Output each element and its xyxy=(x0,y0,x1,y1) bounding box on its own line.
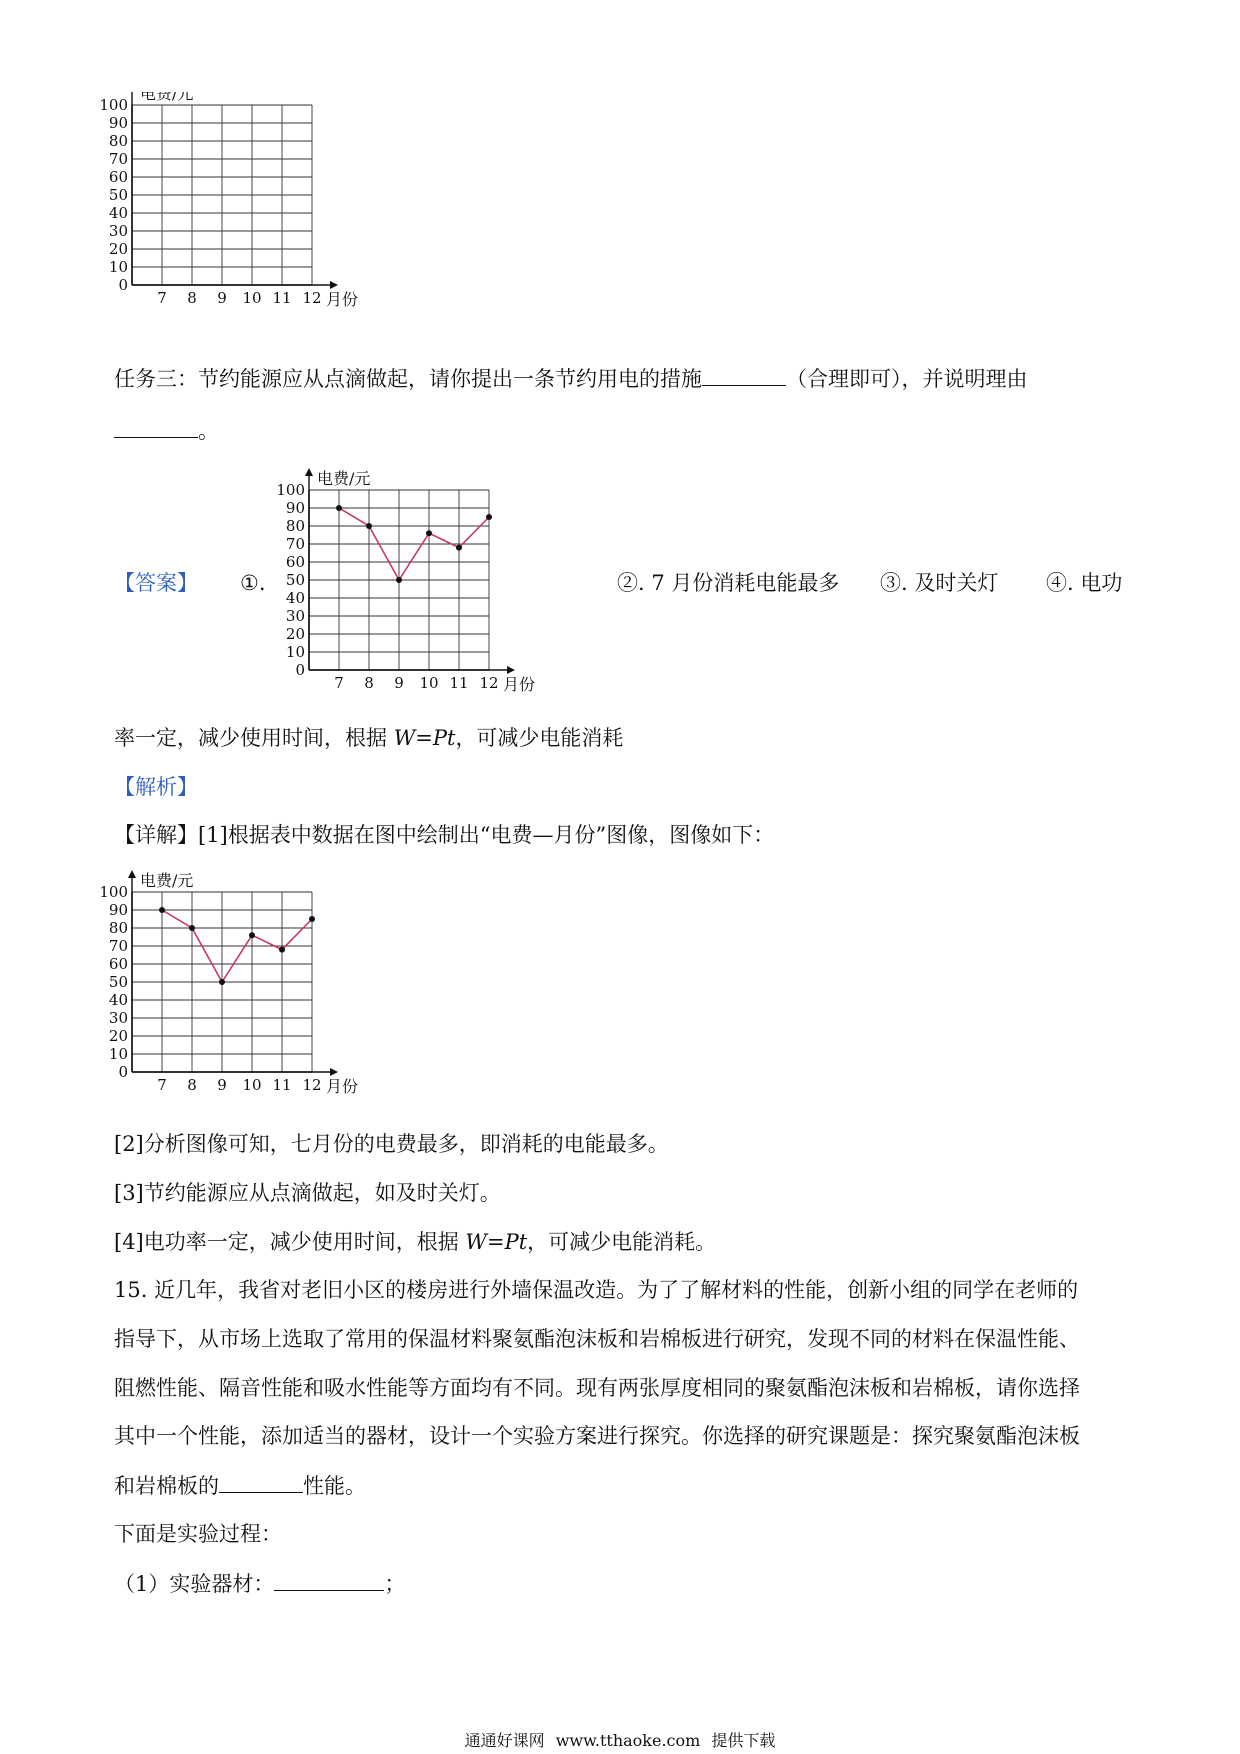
data-point xyxy=(279,947,285,953)
answer-label: 【答案】 xyxy=(114,571,198,595)
q15-line1: 15. 近几年，我省对老旧小区的楼房进行外墙保温改造。为了了解材料的性能，创新小组的同学在老师的 xyxy=(114,1278,1079,1302)
q15-line7-pre: （1）实验器材： xyxy=(114,1572,275,1596)
y-tick-label: 60 xyxy=(108,168,128,186)
x-tick-label: 9 xyxy=(394,674,404,692)
x-tick-label: 7 xyxy=(157,289,167,307)
analysis-p4 xyxy=(114,1227,716,1257)
y-tick-label: 40 xyxy=(108,991,128,1009)
task3-blank-measure xyxy=(702,363,786,386)
answer-item3: ③. 及时关灯 xyxy=(880,571,999,595)
x-tick-label: 11 xyxy=(272,1076,292,1094)
y-tick-label: 70 xyxy=(108,150,128,168)
y-tick-label: 40 xyxy=(285,589,305,607)
y-tick-label: 50 xyxy=(285,571,305,589)
y-tick-label: 90 xyxy=(108,114,128,132)
data-point xyxy=(249,932,255,938)
analysis-p2: [2]分析图像可知，七月份的电费最多，即消耗的电能最多。 xyxy=(114,1132,669,1156)
y-axis-arrow xyxy=(305,468,313,476)
q15-line3: 阻燃性能、隔音性能和吸水性能等方面均有不同。现有两张厚度相同的聚氨酯泡沫板和岩棉板，请你选择 xyxy=(114,1376,1080,1400)
q15-line4: 其中一个性能，添加适当的器材，设计一个实验方案进行探究。你选择的研究课题是：探究聚氨酯泡沫板 xyxy=(114,1424,1080,1448)
task3-line2 xyxy=(114,415,219,446)
y-tick-label: 80 xyxy=(108,132,128,150)
y-tick-label: 60 xyxy=(108,955,128,973)
y-tick-label: 20 xyxy=(285,625,305,643)
data-point xyxy=(189,925,195,931)
x-tick-label: 8 xyxy=(187,1076,197,1094)
x-tick-label: 10 xyxy=(242,289,262,307)
x-tick-label: 9 xyxy=(217,1076,227,1094)
detail-label: 【详解】 xyxy=(114,823,198,847)
q15-line7-post: ； xyxy=(384,1572,406,1596)
answer-item1: ①. xyxy=(240,571,266,595)
q15-line5-post: 性能。 xyxy=(303,1474,366,1498)
footer-url: www.tthaoke.com xyxy=(555,1731,701,1750)
footer-site: 通通好课网 xyxy=(464,1731,545,1750)
x-tick-label: 12 xyxy=(302,289,322,307)
y-axis-label: 电费/元 xyxy=(140,92,194,103)
analysis-label: 【解析】 xyxy=(114,775,198,799)
detail-text: [1]根据表中数据在图中绘制出“电费—月份”图像，图像如下： xyxy=(198,823,775,847)
q15-blank-property xyxy=(219,1470,303,1493)
y-tick-label: 30 xyxy=(285,607,305,625)
y-tick-label: 80 xyxy=(108,919,128,937)
y-tick-label: 100 xyxy=(99,883,128,901)
x-tick-label: 12 xyxy=(479,674,499,692)
y-tick-label: 100 xyxy=(99,96,128,114)
analysis-p4-post: ，可减少电能消耗。 xyxy=(527,1230,717,1254)
detail-chart xyxy=(98,862,358,1102)
answer-item4: ④. 电功 xyxy=(1046,571,1123,595)
data-point xyxy=(219,979,225,985)
analysis-p4-pre: [4]电功率一定，减少使用时间，根据 xyxy=(114,1230,466,1254)
q15-line2: 指导下，从市场上选取了常用的保温材料聚氨酯泡沫板和岩棉板进行研究，发现不同的材料在保温性能、 xyxy=(114,1327,1080,1351)
x-tick-label: 11 xyxy=(272,289,292,307)
y-tick-label: 10 xyxy=(285,643,305,661)
y-tick-label: 50 xyxy=(108,973,128,991)
analysis-p4-formula: W=Pt xyxy=(465,1230,528,1254)
y-tick-label: 30 xyxy=(108,222,128,240)
answer-chart xyxy=(266,455,556,705)
x-tick-label: 12 xyxy=(302,1076,322,1094)
answer-chart-svg xyxy=(266,455,556,705)
y-tick-label: 10 xyxy=(108,258,128,276)
detail-chart-svg xyxy=(98,862,358,1102)
q15-line5-pre: 和岩棉板的 xyxy=(114,1474,219,1498)
answer-formula: W=Pt xyxy=(393,726,456,750)
y-tick-label: 60 xyxy=(285,553,305,571)
data-point xyxy=(309,916,315,922)
y-tick-label: 50 xyxy=(108,186,128,204)
analysis-p3: [3]节约能源应从点滴做起，如及时关灯。 xyxy=(114,1181,501,1205)
answer-continuation xyxy=(114,723,623,753)
x-tick-label: 9 xyxy=(217,289,227,307)
x-tick-label: 8 xyxy=(364,674,374,692)
answer-item2: ②. 7 月份消耗电能最多 xyxy=(617,571,840,595)
task3-middle: （合理即可），并说明理由 xyxy=(786,367,1028,391)
answer-cont-pre: 率一定，减少使用时间，根据 xyxy=(114,726,394,750)
y-tick-label: 20 xyxy=(108,240,128,258)
y-tick-label: 80 xyxy=(285,517,305,535)
x-axis-arrow xyxy=(330,281,338,289)
y-tick-label: 70 xyxy=(285,535,305,553)
data-point xyxy=(366,523,372,529)
y-axis-label: 电费/元 xyxy=(140,871,194,890)
y-tick-label: 40 xyxy=(108,204,128,222)
task3-blank-reason xyxy=(114,415,198,438)
task3-line1 xyxy=(114,363,1028,394)
q15-line6: 下面是实验过程： xyxy=(114,1522,282,1546)
y-tick-label: 0 xyxy=(295,661,305,679)
data-point xyxy=(456,545,462,551)
y-tick-label: 0 xyxy=(118,276,128,294)
x-tick-label: 10 xyxy=(242,1076,262,1094)
x-tick-label: 11 xyxy=(449,674,469,692)
blank-chart-svg xyxy=(98,92,358,324)
task3-prefix: 任务三：节约能源应从点滴做起，请你提出一条节约用电的措施 xyxy=(114,367,702,391)
footer-suffix: 提供下载 xyxy=(711,1731,776,1750)
answer-cont-post: ，可减少电能消耗 xyxy=(455,726,624,750)
data-point xyxy=(396,577,402,583)
y-tick-label: 30 xyxy=(108,1009,128,1027)
task3-end: 。 xyxy=(198,419,219,443)
x-tick-label: 10 xyxy=(419,674,439,692)
detail-line xyxy=(114,820,774,850)
y-tick-label: 20 xyxy=(108,1027,128,1045)
y-tick-label: 100 xyxy=(276,481,305,499)
y-tick-label: 70 xyxy=(108,937,128,955)
data-point xyxy=(336,505,342,511)
x-tick-label: 8 xyxy=(187,289,197,307)
x-axis-arrow xyxy=(507,666,515,674)
y-tick-label: 10 xyxy=(108,1045,128,1063)
q15-blank-equipment xyxy=(274,1568,384,1591)
x-tick-label: 7 xyxy=(334,674,344,692)
x-axis-label: 月份 xyxy=(503,675,536,694)
y-axis-arrow xyxy=(128,870,136,878)
y-tick-label: 0 xyxy=(118,1063,128,1081)
x-tick-label: 7 xyxy=(157,1076,167,1094)
data-point xyxy=(426,530,432,536)
blank-chart xyxy=(98,92,358,324)
x-axis-label: 月份 xyxy=(326,290,358,309)
data-point xyxy=(486,514,492,520)
y-tick-label: 90 xyxy=(285,499,305,517)
data-point xyxy=(159,907,165,913)
q15-line5 xyxy=(114,1470,366,1501)
y-tick-label: 90 xyxy=(108,901,128,919)
footer xyxy=(0,1728,1240,1751)
q15-line7 xyxy=(114,1568,405,1599)
x-axis-label: 月份 xyxy=(326,1077,358,1096)
y-axis-label: 电费/元 xyxy=(317,469,371,488)
x-axis-arrow xyxy=(330,1068,338,1076)
